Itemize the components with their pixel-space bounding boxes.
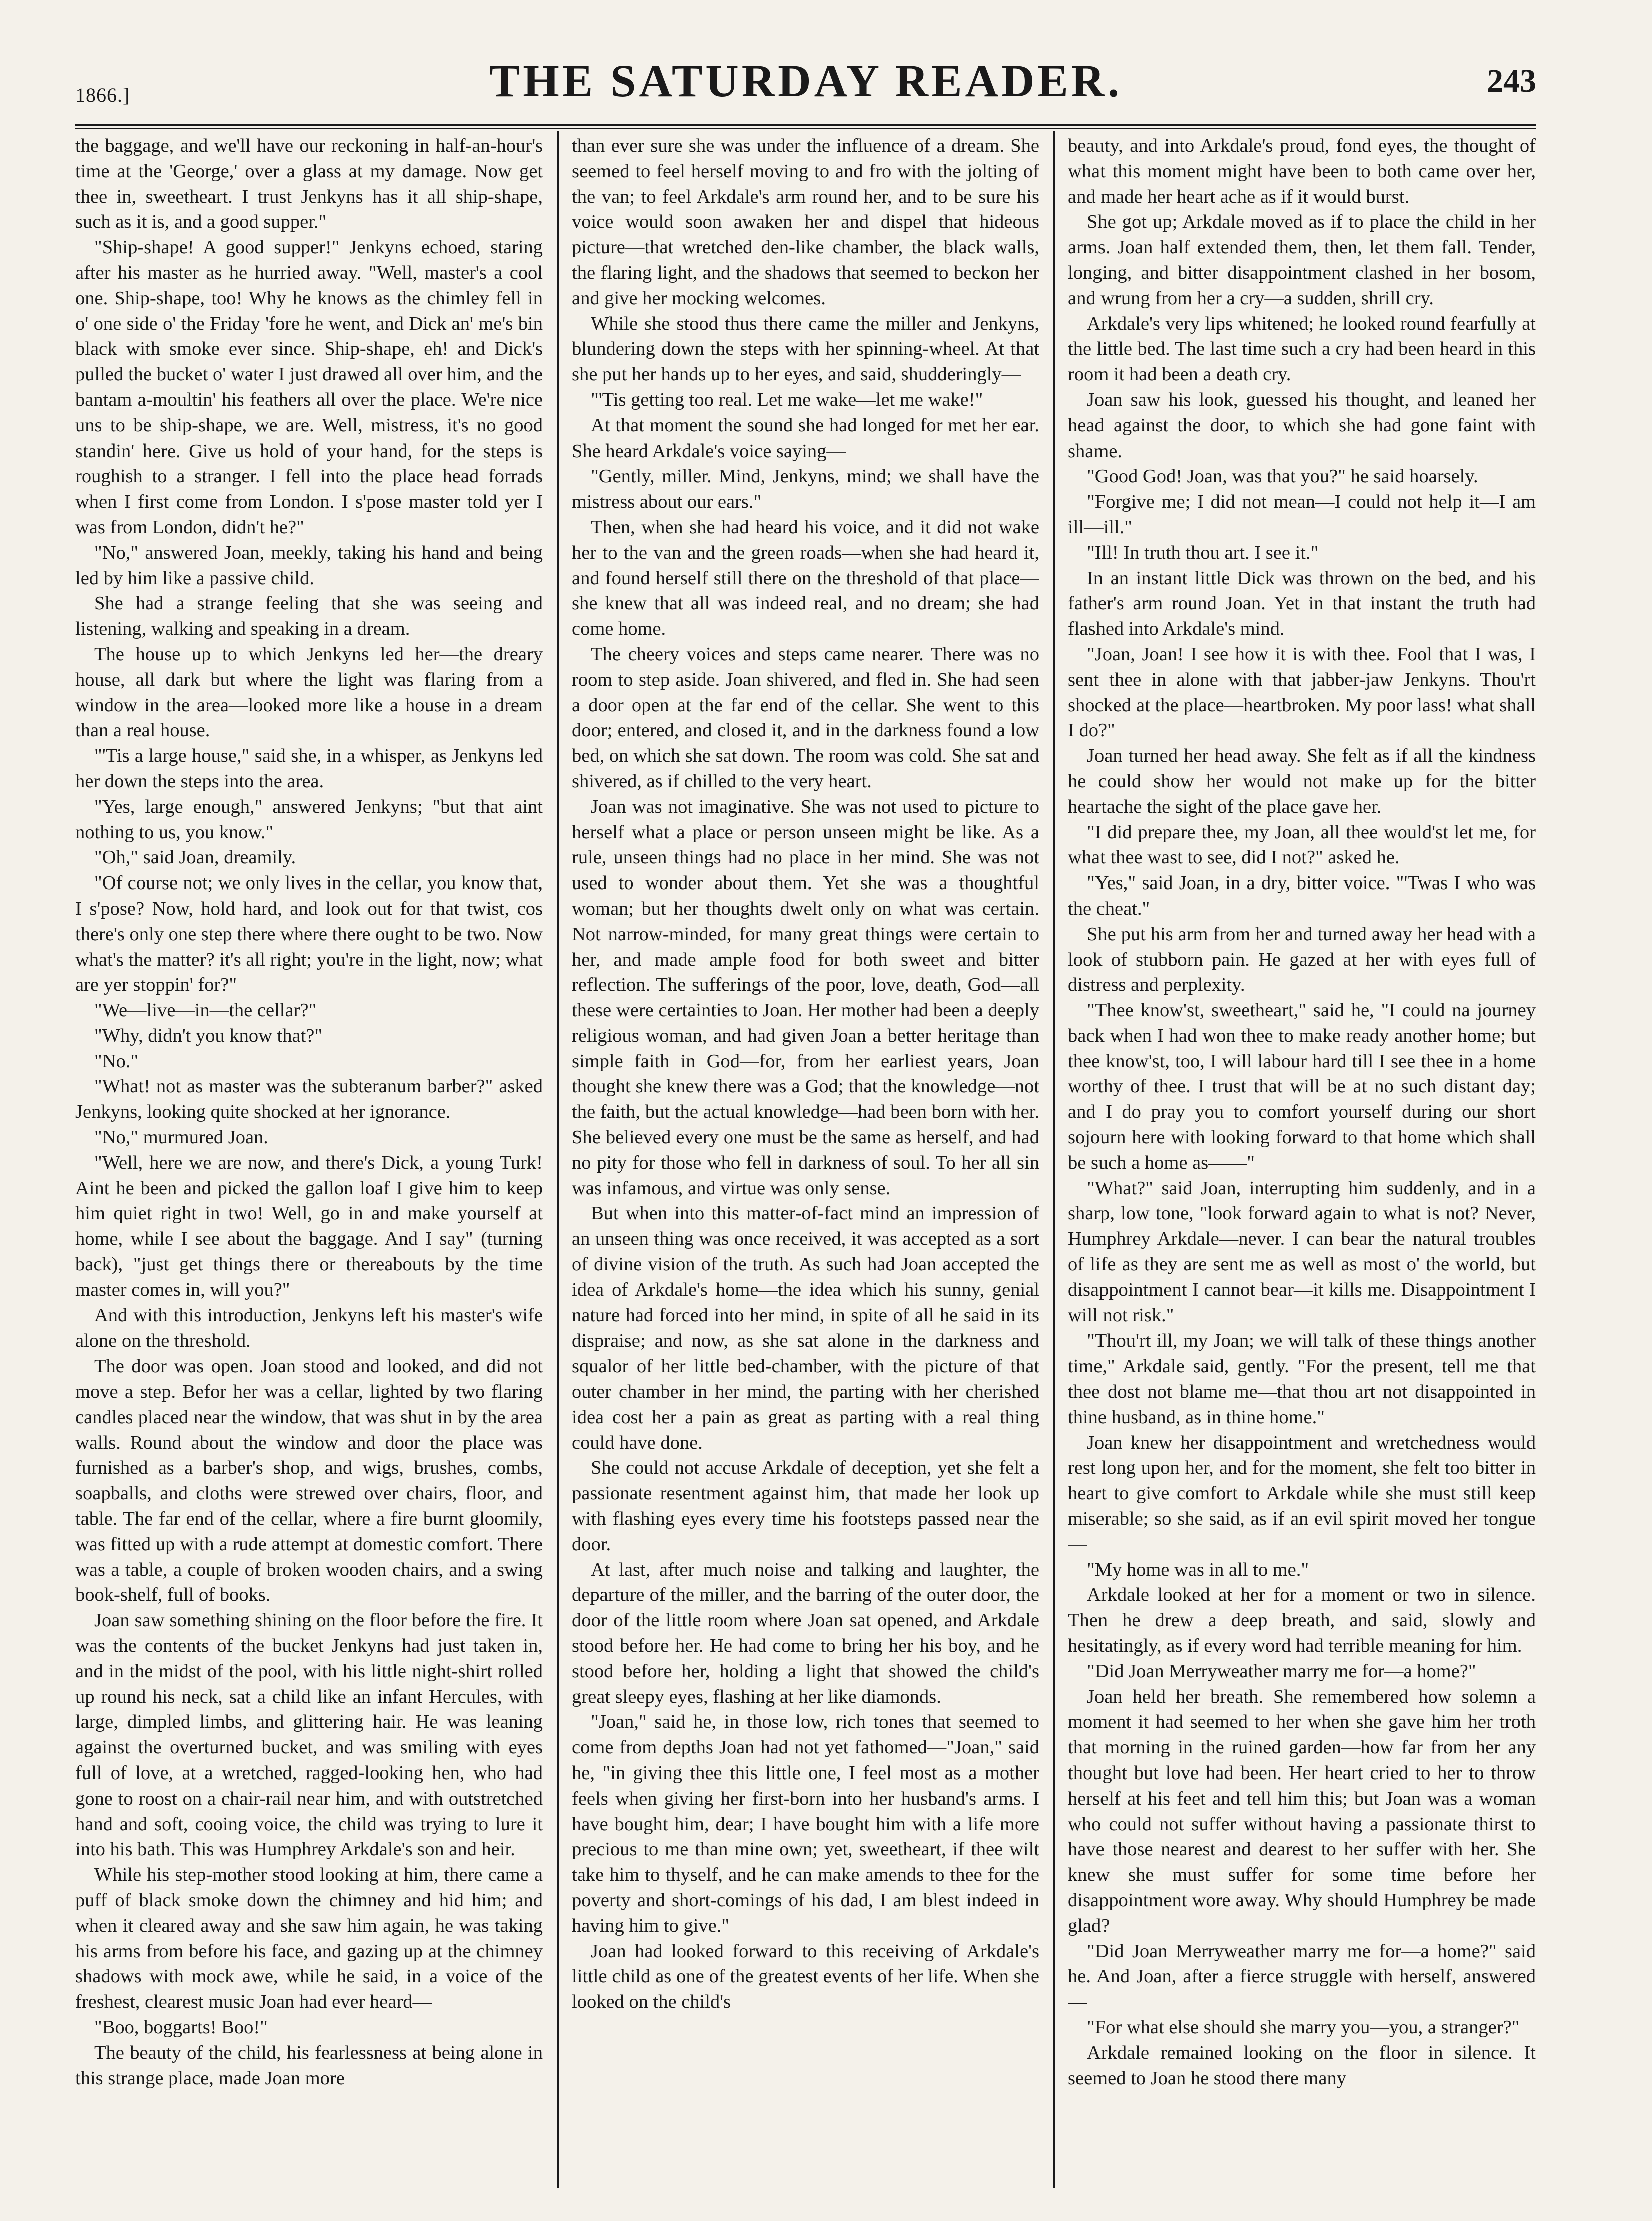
- header-rule: [75, 124, 1536, 126]
- paragraph: "Oh," said Joan, dreamily.: [94, 847, 296, 868]
- paragraph: "Well, here we are now, and there's Dick, a young Turk! Aint he been and picked the gallon loaf I give him to keep him quiet right in two! Well, go in and make yourself at home, while I see about the baggage. And I say" (turning back), "just get things there or thereabouts by the time master comes in, will you?": [75, 1152, 543, 1300]
- paragraph: Joan saw his look, guessed his thought, and leaned her head against the door, to which she had gone faint with shame.: [1068, 389, 1536, 462]
- paragraph: "'Tis a large house," said she, in a whisper, as Jenkyns led her down the steps into the area.: [75, 745, 543, 792]
- paragraph: Arkdale's very lips whitened; he looked round fearfully at the little bed. The last time such a cry had been heard in this room it had been a death cry.: [1068, 313, 1536, 385]
- paragraph: "Why, didn't you know that?": [94, 1025, 323, 1046]
- page-number: 243: [1487, 63, 1536, 99]
- paragraph: "Did Joan Merryweather marry me for—a home?" said he. And Joan, after a fierce struggle with herself, answered—: [1068, 1940, 1536, 2013]
- paragraph: "Joan, Joan! I see how it is with thee. Fool that I was, I sent thee in alone with that jabber-jaw Jenkyns. Thou'rt shocked at the place—heartbroken. My poor lass! what shall I do?": [1068, 643, 1536, 741]
- paragraph: While his step-mother stood looking at him, there came a puff of black smoke down the chimney and hid him; and when it cleared away and she saw him again, he was taking his arms from before his face, and gazing up at the chimney shadows with mock awe, while he said, in a voice of the freshest, clearest music Joan had ever heard—: [75, 1864, 543, 2013]
- page-header: [75, 44, 1536, 119]
- paragraph: "My home was in all to me.": [1087, 1559, 1309, 1580]
- paragraph: "Yes," said Joan, in a dry, bitter voice. "'Twas I who was the cheat.": [1068, 872, 1536, 919]
- text-column-1: [75, 133, 543, 2190]
- paragraph: The cheery voices and steps came nearer. There was no room to step aside. Joan shivered, and fled in. She had seen a door open at the far end of the cellar. She went to this door; entered, and closed it, and in the darkness found a low bed, on which she sat down. The room was cold. She sat and shivered, as if chilled to the very heart.: [572, 643, 1039, 792]
- paragraph: "Gently, miller. Mind, Jenkyns, mind; we shall have the mistress about our ears.": [572, 466, 1039, 513]
- paragraph: She had a strange feeling that she was seeing and listening, walking and speaking in a dream.: [75, 593, 543, 640]
- paragraph: "I did prepare thee, my Joan, all thee would'st let me, for what thee wast to see, did I not?" asked he.: [1068, 821, 1536, 868]
- text-columns: [75, 133, 1536, 2190]
- paragraph: "'Tis getting too real. Let me wake—let me wake!": [591, 389, 983, 410]
- paragraph: "What! not as master was the subteranum barber?" asked Jenkyns, looking quite shocked at her ignorance.: [75, 1076, 543, 1123]
- paragraph: "No," answered Joan, meekly, taking his hand and being led by him like a passive child.: [75, 542, 543, 589]
- paragraph: "Ship-shape! A good supper!" Jenkyns echoed, staring after his master as he hurried away. "Well, master's a cool one. Ship-shape, too! Why he knows as the chimley fell in o' one side o' the Friday 'fore he went, and Dick an' me's bin black with smoke ever since. Ship-shape, eh! and Dick's pulled the bucket o' water I just drawed all over him, and the bantam a-moultin' his feathers all over the place. We're nice uns to be ship-shape, we are. Well, mistress, it's no good standin' here. Give us hold of your hand, for the steps is roughish to a stranger. I fell into the place head forrads when I first come from London. I s'pose master told yer I was from London, didn't he?": [75, 237, 543, 538]
- paragraph: Joan saw something shining on the floor before the fire. It was the contents of the bucket Jenkyns had just taken in, and in the midst of the pool, with his little night-shirt rolled up round his neck, sat a child like an infant Hercules, with large, dimpled limbs, and glittering hair. He was leaning against the overturned bucket, and was smiling with eyes full of love, at a wretched, ragged-looking hen, who had gone to roost on a chair-rail near him, and with outstretched hand and soft, cooing voice, the child was trying to lure it into his bath. This was Humphrey Arkdale's son and heir.: [75, 1610, 543, 1860]
- paragraph: "Boo, boggarts! Boo!": [94, 2016, 268, 2038]
- paragraph: "Forgive me; I did not mean—I could not help it—I am ill—ill.": [1068, 491, 1536, 538]
- paragraph: Joan had looked forward to this receiving of Arkdale's little child as one of the greatest events of her life. When she looked on the child's: [572, 1940, 1039, 2013]
- paragraph: Joan turned her head away. She felt as if all the kindness he could show her would not make up for the bitter heartache the sight of the place gave her.: [1068, 745, 1536, 817]
- paragraph: "Thee know'st, sweetheart," said he, "I could na journey back when I had won thee to make ready another home; but thee know'st, too, I will labour hard till I see thee in a home worthy of thee. I trust that will be at no such distant day; and I do pray you to comfort yourself during our short sojourn here with looking forward to that home which shall be such a home as——": [1068, 1000, 1536, 1173]
- journal-title: THE SATURDAY READER.: [489, 55, 1123, 106]
- paragraph: "No," murmured Joan.: [94, 1127, 268, 1148]
- paragraph: The door was open. Joan stood and looked, and did not move a step. Befor her was a cellar, lighted by two flaring candles placed near the window, that was shut in by the area walls. Round about the window and door the place was furnished as a barber's shop, and wigs, brushes, combs, soapballs, and cloths were strewed over chairs, floor, and table. The far end of the cellar, where a fire burnt gloomily, was fitted up with a rude attempt at domestic comfort. There was a table, a couple of broken wooden chairs, and a swing book-shelf, full of books.: [75, 1356, 543, 1606]
- paragraph: She could not accuse Arkdale of deception, yet she felt a passionate resentment against him, that made her look up with flashing eyes every time his footsteps passed near the door.: [572, 1457, 1039, 1555]
- paragraph: beauty, and into Arkdale's proud, fond eyes, the thought of what this moment might have been to both came over her, and made her heart ache as if it would burst.: [1068, 135, 1536, 207]
- paragraph: "For what else should she marry you—you, a stranger?": [1087, 2016, 1520, 2038]
- paragraph: "Joan," said he, in those low, rich tones that seemed to come from depths Joan had not yet fathomed—"Joan," said he, "in giving thee this little one, I feel most as a mother feels when giving her first-born into her husband's arms. I have bought him, dear; I have bought him with a life more precious to me than mine own; yet, sweetheart, if thee wilt take him to thyself, and he can make amends to thee for the poverty and short-comings of his dad, I am blest indeed in having him to give.": [572, 1711, 1039, 1936]
- paragraph: At last, after much noise and talking and laughter, the departure of the miller, and the barring of the outer door, the door of the little room where Joan sat opened, and Arkdale stood before her. He had come to bring her his boy, and he stood before her, holding a light that showed the child's great sleepy eyes, flashing at her like diamonds.: [572, 1559, 1039, 1707]
- paragraph: "Good God! Joan, was that you?" he said hoarsely.: [1087, 466, 1478, 487]
- text-column-3: [1068, 133, 1536, 2190]
- paragraph: the baggage, and we'll have our reckoning in half-an-hour's time at the 'George,' over a glass at my damage. Now get thee in, sweetheart. I trust Jenkyns has it all ship-shape, such as it is, and a good supper.": [75, 135, 543, 233]
- paragraph: "We—live—in—the cellar?": [94, 1000, 317, 1021]
- paragraph: "Yes, large enough," answered Jenkyns; "but that aint nothing to us, you know.": [75, 796, 543, 843]
- paragraph: Joan was not imaginative. She was not used to picture to herself what a place or person unseen might be like. As a rule, unseen things had no place in her mind. She was not used to wonder about them. Yet she was a thoughtful woman; but her thoughts dwelt only on what was certain. Not narrow-minded, for many great things were certain to her, and made ample food for both sweet and bitter reflection. The sufferings of the poor, love, death, God—all these were certainties to Joan. Her mother had been a deeply religious woman, and had given Joan a better heritage than simple faith in God—for, from her earliest years, Joan thought she knew there was a God; that the knowledge—not the faith, but the actual knowledge—had been born with her. She believed every one must be the same as herself, and had no pity for those who fell in darkness of soul. To her all sin was infamous, and virtue was only sense.: [572, 796, 1039, 1199]
- paragraph: Arkdale remained looking on the floor in silence. It seemed to Joan he stood there many: [1068, 2042, 1536, 2089]
- paragraph: "Did Joan Merryweather marry me for—a home?": [1087, 1660, 1476, 1682]
- header-rule-thin: [75, 128, 1536, 129]
- paragraph: She got up; Arkdale moved as if to place the child in her arms. Joan half extended them, then, let them fall. Tender, longing, and bitter disappointment clashed in her bosom, and wrung from her a cry—a sudden, shrill cry.: [1068, 211, 1536, 309]
- paragraph: Arkdale looked at her for a moment or two in silence. Then he drew a deep breath, and said, slowly and hesitatingly, as if every word had terrible meaning for him.: [1068, 1584, 1536, 1657]
- issue-year: 1866.]: [75, 84, 130, 106]
- paragraph: But when into this matter-of-fact mind an impression of an unseen thing was once received, it was accepted as a sort of divine vision of the truth. As such had Joan accepted the idea of Arkdale's home—the idea which his sunny, genial nature had forced into her mind, in spite of all he said in its dispraise; and now, as she sat alone in the darkness and squalor of her little bed-chamber, with the picture of that outer chamber in her mind, the parting with her cherished idea cost her a pain as great as parting with a real thing could have done.: [572, 1203, 1039, 1453]
- paragraph: While she stood thus there came the miller and Jenkyns, blundering down the steps with her spinning-wheel. At that she put her hands up to her eyes, and said, shudderingly—: [572, 313, 1039, 385]
- paragraph: "No.": [94, 1050, 139, 1072]
- paragraph: Then, when she had heard his voice, and it did not wake her to the van and the green roads—when she had heard it, and found herself still there on the threshold of that place—she knew that all was indeed real, and no dream; she had come home.: [572, 516, 1039, 640]
- paragraph: "Of course not; we only lives in the cellar, you know that, I s'pose? Now, hold hard, and look out for that twist, cos there's only one step there where there ought to be two. Now what's the matter? it's all right; you're in the light, now; what are yer stoppin' for?": [75, 872, 543, 996]
- paragraph: The house up to which Jenkyns led her—the dreary house, all dark but where the light was flaring from a window in the area—looked more like a house in a dream than a real house.: [75, 643, 543, 741]
- paragraph: At that moment the sound she had longed for met her ear. She heard Arkdale's voice saying—: [572, 414, 1039, 462]
- paragraph: than ever sure she was under the influence of a dream. She seemed to feel herself moving to and fro with the jolting of the van; to feel Arkdale's arm round her, and to be sure his voice would soon awaken her and dispel that hideous picture—that wretched den-like chamber, the black walls, the flaring light, and the shadows that seemed to beckon her and give her mocking welcomes.: [572, 135, 1039, 309]
- paragraph: And with this introduction, Jenkyns left his master's wife alone on the threshold.: [75, 1304, 543, 1352]
- paragraph: "Thou'rt ill, my Joan; we will talk of these things another time," Arkdale said, gently. "For the present, tell me that thee dost not blame me—that thou art not disappointed in thine husband, as in thine home.": [1068, 1330, 1536, 1428]
- paragraph: The beauty of the child, his fearlessness at being alone in this strange place, made Joan more: [75, 2042, 543, 2089]
- text-column-2: [572, 133, 1039, 2190]
- paragraph: Joan knew her disappointment and wretchedness would rest long upon her, and for the moment, she felt too bitter in heart to give comfort to Arkdale while she must still keep miserable; so she said, as if an evil spirit moved her tongue—: [1068, 1432, 1536, 1555]
- paragraph: "What?" said Joan, interrupting him suddenly, and in a sharp, low tone, "look forward again to what is not? Never, Humphrey Arkdale—never. I can bear the natural troubles of life as they are sent me as well as most o' the world, but disappointment I cannot bear—it kills me. Disappointment I will not risk.": [1068, 1177, 1536, 1326]
- paragraph: She put his arm from her and turned away her head with a look of stubborn pain. He gazed at her with eyes full of distress and perplexity.: [1068, 923, 1536, 996]
- paragraph: In an instant little Dick was thrown on the bed, and his father's arm round Joan. Yet in that instant the truth had flashed into Arkdale's mind.: [1068, 567, 1536, 640]
- paragraph: "Ill! In truth thou art. I see it.": [1087, 542, 1319, 563]
- paragraph: Joan held her breath. She remembered how solemn a moment it had seemed to her when she gave him her troth that morning in the ruined garden—how far from her any thought but love had been. Her heart cried to her to throw herself at his feet and tell him this; but Joan was a woman who could not suffer without having a passionate thirst to have those nearest and dearest to her suffer with her. She knew she must suffer for some time before her disappointment wore away. Why should Humphrey be made glad?: [1068, 1686, 1536, 1936]
